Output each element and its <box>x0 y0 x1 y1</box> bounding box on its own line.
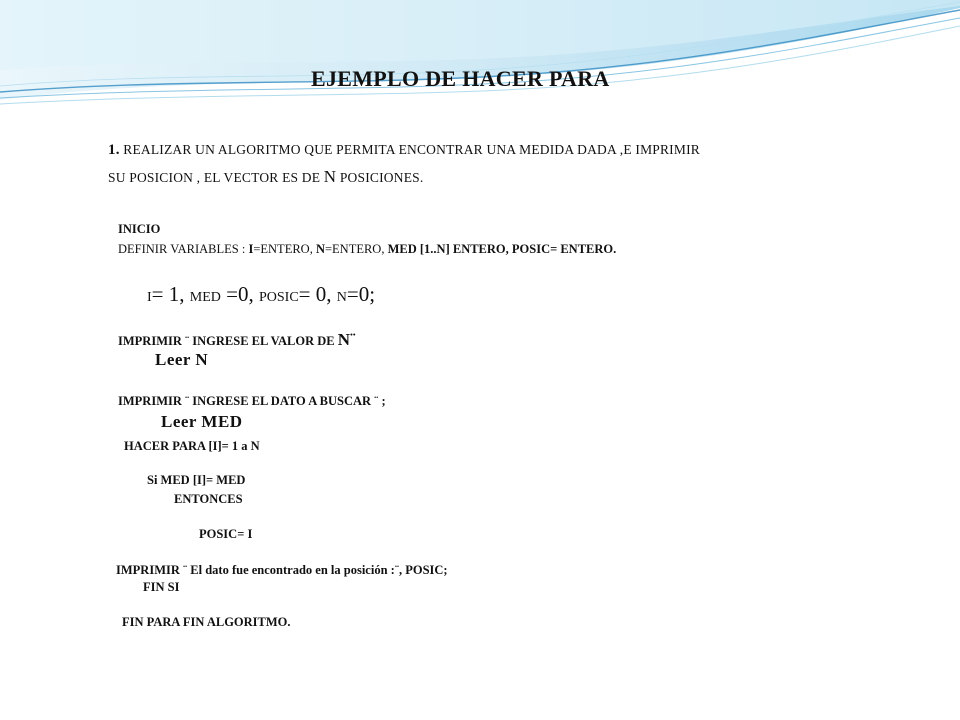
problem-text-2a: SU POSICION , EL VECTOR ES DE <box>108 170 321 185</box>
problem-line-1 <box>108 142 700 159</box>
code-initialization <box>147 282 375 307</box>
imprimir1-text: IMPRIMIR ¨ INGRESE EL VALOR DE <box>118 334 335 348</box>
code-inicio: INICIO <box>118 222 161 236</box>
init-i: I <box>147 290 152 305</box>
problem-text-1: REALIZAR UN ALGORITMO QUE PERMITA ENCONTRAR UNA MEDIDA DADA ,E IMPRIMIR <box>123 142 700 157</box>
code-imprimir-resultado: IMPRIMIR ¨ El dato fue encontrado en la posición :¨, POSIC; <box>116 563 448 577</box>
code-hacer-para: HACER PARA [I]= 1 a N <box>124 439 260 453</box>
code-entonces: ENTONCES <box>174 492 243 506</box>
code-leer-n: Leer N <box>155 350 209 369</box>
header-wave-decoration <box>0 0 960 130</box>
definir-prefix: DEFINIR VARIABLES : <box>118 242 246 256</box>
code-fin-si: FIN SI <box>143 580 180 594</box>
code-fin-para: FIN PARA FIN ALGORITMO. <box>122 615 291 629</box>
init-med: MED <box>189 290 221 305</box>
definir-i-var: I <box>248 242 254 256</box>
init-posic: POSIC <box>258 290 299 305</box>
definir-med-decl: MED [1..N] ENTERO, POSIC= ENTERO. <box>387 242 617 256</box>
init-posic-val: = 0, <box>298 282 332 306</box>
code-imprimir-dato: IMPRIMIR ¨ INGRESE EL DATO A BUSCAR ¨ ; <box>118 394 386 408</box>
definir-n-var: N <box>315 242 325 256</box>
problem-text-2b: POSICIONES. <box>339 170 424 185</box>
code-posic-assign: POSIC= I <box>199 527 253 541</box>
init-n: N <box>336 290 347 305</box>
slide-title: EJEMPLO DE HACER PARA <box>311 66 610 91</box>
problem-line-2 <box>108 167 423 187</box>
code-definir-variables <box>118 242 616 257</box>
definir-i-type: =ENTERO, <box>253 242 313 256</box>
problem-n: N <box>323 167 337 186</box>
code-imprimir-valor-n <box>118 330 356 350</box>
code-si-condition: Si MED [I]= MED <box>147 473 246 487</box>
init-med-val: =0, <box>226 282 254 306</box>
problem-number: 1. <box>108 142 120 158</box>
code-leer-med: Leer MED <box>161 412 243 431</box>
init-n-val: =0; <box>346 282 376 306</box>
init-i-val: = 1, <box>151 282 185 306</box>
imprimir1-n: N¨ <box>337 330 356 349</box>
definir-n-type: =ENTERO, <box>324 242 385 256</box>
